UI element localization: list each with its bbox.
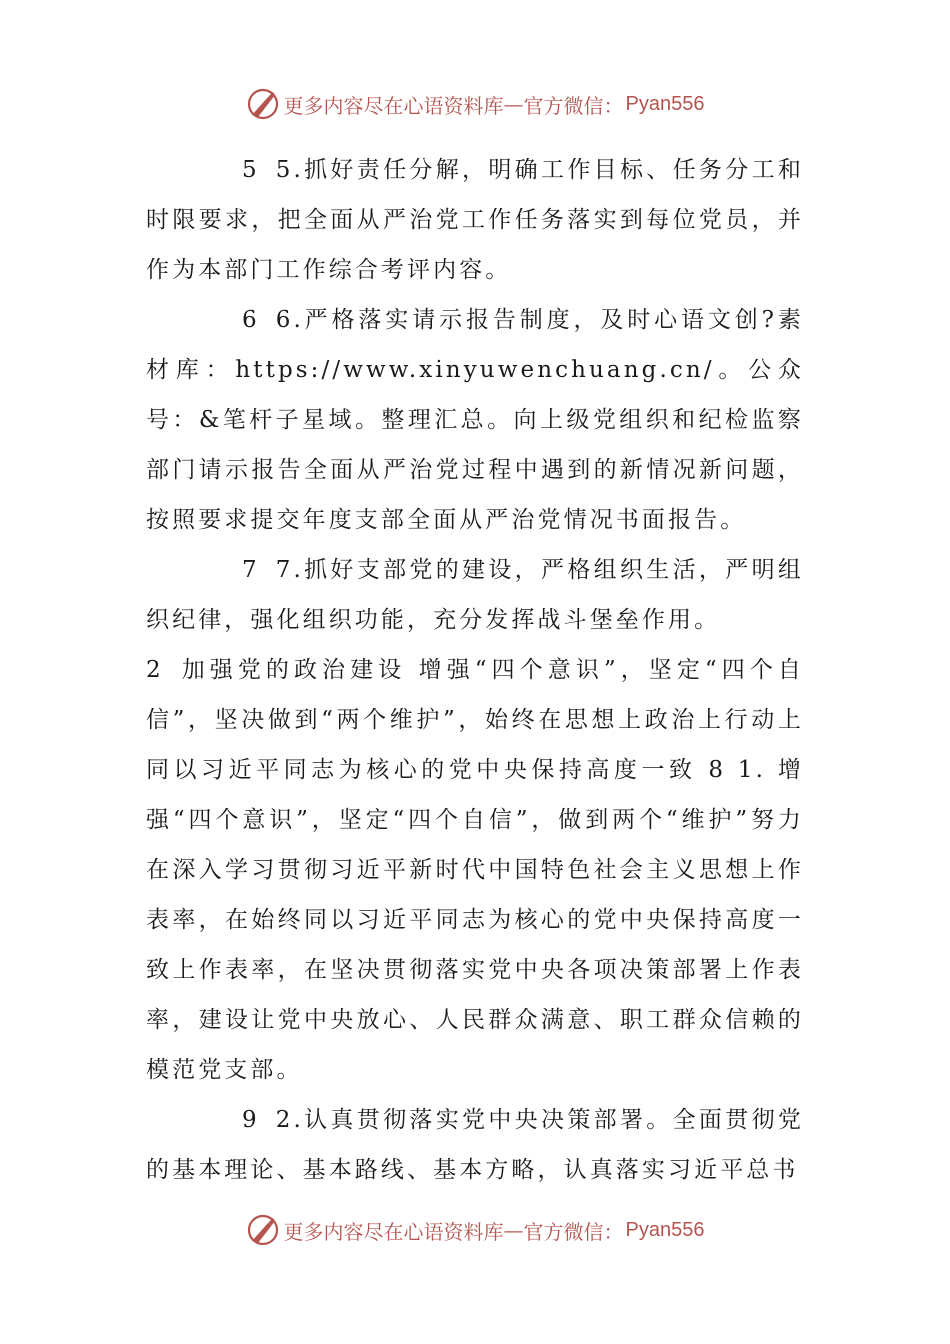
banner-wechat-label: 官方微信： (523, 1219, 624, 1244)
banner-text: 更多内容尽在心语资料库 (283, 1219, 504, 1244)
paragraph-number: 7 (242, 557, 260, 583)
paragraph-9 (146, 1095, 804, 1195)
header-watermark (0, 84, 950, 124)
document-body (146, 145, 804, 1195)
banner-wechat-label: 官方微信： (523, 93, 624, 118)
paragraph-number: 9 (242, 1107, 260, 1133)
banner-dash: — (503, 1218, 524, 1242)
banner-wechat-id: Pyan556 (625, 92, 705, 115)
banner-text: 更多内容尽在心语资料库 (283, 93, 504, 118)
paragraph-text: 加强党的政治建设 增强“四个意识”，坚定“四个自信”，坚决做到“两个维护”，始终在思想上政治上行动上同以习近平同志为核心的党中央保持高度一致 8 1. 增强“四个意识”，坚定“四个自信”，做到两个“维护”努力在深入学习贯彻习近平新时代中国特色社会主义思想上作表率，在始终同以习近平同志为核心的党中央保持高度一致上作表率，在坚决贯彻落实党中央各项决策部署上作表率，建设让党中央放心、人民群众满意、职工群众信赖的模范党支部。 (146, 657, 804, 1083)
paragraph-7 (146, 545, 804, 645)
paragraph-text: 7.抓好支部党的建设，严格组织生活，严明组织纪律，强化组织功能，充分发挥战斗堡垒作用。 (146, 557, 804, 633)
section-number: 2 (146, 657, 164, 683)
paragraph-number: 6 (242, 307, 260, 333)
footer-watermark (0, 1210, 950, 1250)
section-2-heading-paragraph (146, 645, 804, 1095)
paragraph-6 (146, 295, 804, 545)
pen-logo-icon (246, 1213, 280, 1247)
banner-dash: — (503, 92, 524, 116)
banner-wechat-id: Pyan556 (625, 1218, 705, 1241)
paragraph-5 (146, 145, 804, 295)
paragraph-text: 6.严格落实请示报告制度，及时心语文创?素材库：https://www.xinyuwenchuang.cn/。公众号：&笔杆子星域。整理汇总。向上级党组织和纪检监察部门请示报告全面从严治党过程中遇到的新情况新问题，按照要求提交年度支部全面从严治党情况书面报告。 (146, 307, 804, 533)
paragraph-number: 5 (242, 157, 260, 183)
paragraph-text: 5.抓好责任分解，明确工作目标、任务分工和时限要求，把全面从严治党工作任务落实到每位党员，并作为本部门工作综合考评内容。 (146, 157, 804, 283)
paragraph-text: 2.认真贯彻落实党中央决策部署。全面贯彻党的基本理论、基本路线、基本方略，认真落实习近平总书 (146, 1107, 804, 1183)
pen-logo-icon (246, 87, 280, 121)
